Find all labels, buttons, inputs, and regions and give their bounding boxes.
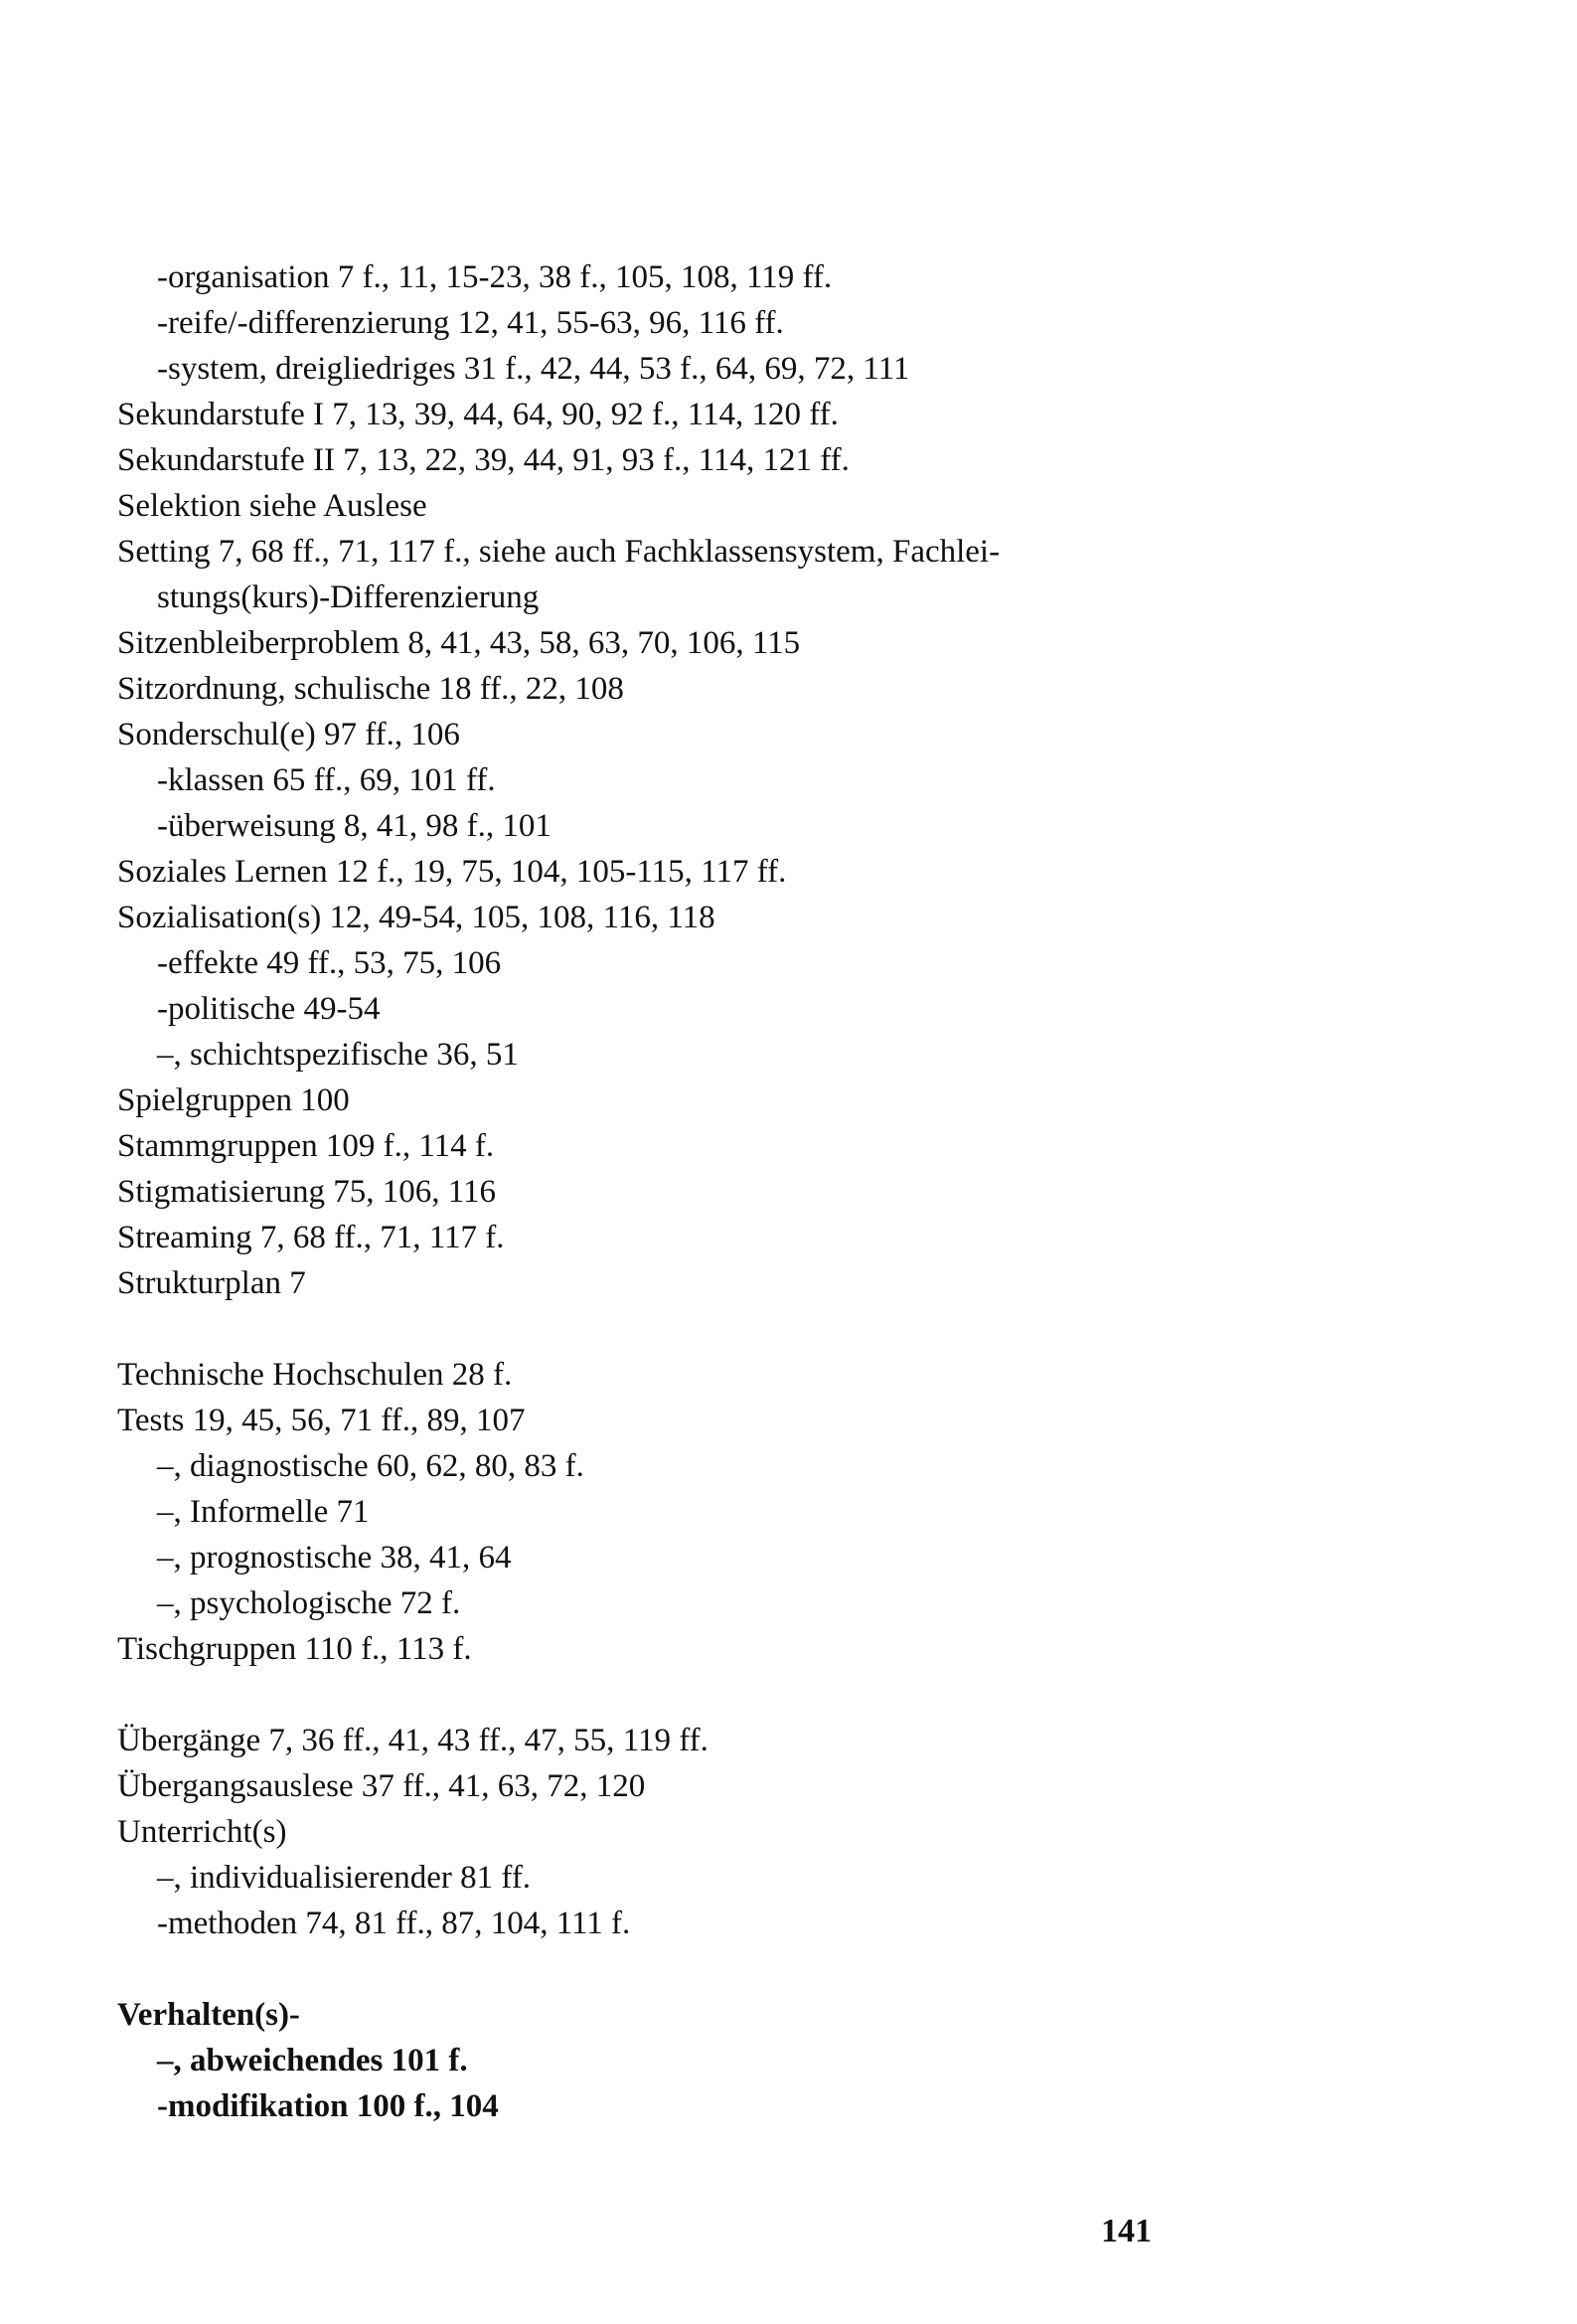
index-entry: Spielgruppen 100 (117, 1082, 350, 1118)
index-entry: Stigmatisierung 75, 106, 116 (117, 1174, 497, 1210)
index-entry: Sozialisation(s) 12, 49-54, 105, 108, 116, 118 (117, 900, 715, 935)
page-number: 141 (1101, 2213, 1152, 2249)
section-gap (117, 1672, 1359, 1718)
index-entry: Sitzenbleiberproblem 8, 41, 43, 58, 63, 70, 106, 115 (117, 625, 801, 661)
index-entry-continuation: stungs(kurs)-Differenzierung (157, 580, 540, 615)
section-gap (117, 1306, 1359, 1352)
index-subentry: -methoden 74, 81 ff., 87, 104, 111 f. (157, 1906, 631, 1941)
index-subentry: –, abweichendes 101 f. (157, 2043, 468, 2078)
index-subentry: -organisation 7 f., 11, 15-23, 38 f., 105, 108, 119 ff. (157, 259, 833, 295)
index-entry: Stammgruppen 109 f., 114 f. (117, 1128, 495, 1164)
index-subentry: –, individualisierender 81 ff. (157, 1860, 532, 1896)
subject-index (117, 254, 1359, 2129)
index-entry: Setting 7, 68 ff., 71, 117 f., siehe auch Fachklassensystem, Fachlei- (117, 534, 1001, 570)
index-subentry: -reife/-differenzierung 12, 41, 55-63, 96, 116 ff. (157, 305, 784, 341)
index-subentry: -klassen 65 ff., 69, 101 ff. (157, 762, 496, 798)
index-entry: Sekundarstufe I 7, 13, 39, 44, 64, 90, 92 f., 114, 120 ff. (117, 397, 839, 432)
index-subentry: –, psychologische 72 f. (157, 1585, 461, 1621)
index-entry: Sitzordnung, schulische 18 ff., 22, 108 (117, 671, 624, 707)
index-entry: Übergangsauslese 37 ff., 41, 63, 72, 120 (117, 1768, 646, 1804)
index-subentry: -modifikation 100 f., 104 (157, 2088, 499, 2124)
index-subentry: –, schichtspezifische 36, 51 (157, 1037, 519, 1073)
index-entry: Soziales Lernen 12 f., 19, 75, 104, 105-115, 117 ff. (117, 854, 787, 890)
index-subentry: –, diagnostische 60, 62, 80, 83 f. (157, 1448, 584, 1484)
index-entry: Technische Hochschulen 28 f. (117, 1357, 513, 1393)
index-subentry: -effekte 49 ff., 53, 75, 106 (157, 945, 502, 981)
index-entry: Streaming 7, 68 ff., 71, 117 f. (117, 1220, 505, 1255)
index-entry: Sonderschul(e) 97 ff., 106 (117, 717, 460, 752)
index-entry: Übergänge 7, 36 ff., 41, 43 ff., 47, 55, 119 ff. (117, 1723, 709, 1758)
index-entry: Sekundarstufe II 7, 13, 22, 39, 44, 91, 93 f., 114, 121 ff. (117, 442, 850, 478)
index-entry: Strukturplan 7 (117, 1265, 306, 1301)
index-entry: Tischgruppen 110 f., 113 f. (117, 1631, 472, 1667)
index-entry: Tests 19, 45, 56, 71 ff., 89, 107 (117, 1403, 526, 1438)
index-entry: Selektion siehe Auslese (117, 488, 427, 524)
index-subentry: –, Informelle 71 (157, 1494, 370, 1530)
index-subentry: -system, dreigliedriges 31 f., 42, 44, 53 f., 64, 69, 72, 111 (157, 351, 910, 387)
index-subentry: -überweisung 8, 41, 98 f., 101 (157, 808, 552, 844)
index-subentry: -politische 49-54 (157, 991, 381, 1027)
index-entry: Verhalten(s)- (117, 1997, 300, 2033)
index-entry: Unterricht(s) (117, 1814, 287, 1850)
index-subentry: –, prognostische 38, 41, 64 (157, 1540, 512, 1576)
section-gap (117, 1946, 1359, 1992)
